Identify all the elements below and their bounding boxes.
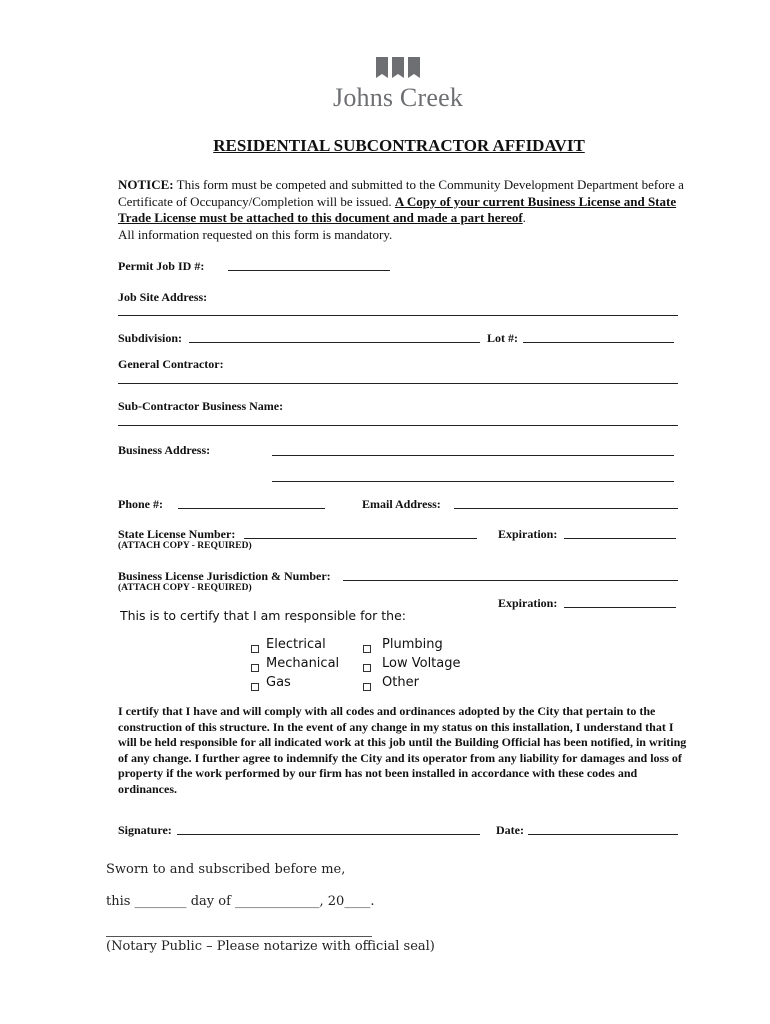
expiration-label: Expiration:	[498, 527, 558, 541]
mechanical-label: Mechanical	[266, 656, 340, 671]
notice-text: This form must be competed and submitted to the Community Development Department before a Certificate of Occupancy/Completion will be issued.	[118, 177, 684, 209]
johns-creek-logo-icon	[375, 57, 421, 81]
expiration-field-2[interactable]	[564, 607, 676, 608]
subdivision-label: Subdivision:	[118, 331, 183, 345]
plumbing-checkbox[interactable]	[363, 645, 371, 653]
business-address-label: Business Address:	[118, 443, 211, 457]
state-license-field[interactable]	[244, 538, 477, 539]
expiration-field[interactable]	[564, 538, 676, 539]
sub-contractor-name-label: Sub-Contractor Business Name:	[118, 399, 284, 413]
mechanical-checkbox[interactable]	[251, 664, 259, 672]
other-label: Other	[382, 675, 419, 690]
plumbing-label: Plumbing	[382, 637, 443, 652]
logo-text: Johns Creek	[333, 83, 464, 112]
certification-text: I certify that I have and will comply with all codes and ordinances adopted by the City that pertain to the construction of this structure. In the event of any change in my status on this installation, I understand that I will be held responsible for all indicated work at this job until the Building Official has been notified, in writing of any change. I further agree to indemnify the City and its operator from any liability for damages and loss of property if the work performed by our firm has not been installed in accordance with these codes and ordinances.	[118, 704, 687, 796]
subdivision-field[interactable]	[189, 342, 480, 343]
date-label: Date:	[496, 823, 524, 837]
notice-mandatory: All information requested on this form is mandatory.	[118, 226, 393, 242]
business-address-field-2[interactable]	[272, 481, 674, 482]
email-field[interactable]	[454, 508, 678, 509]
low-voltage-label: Low Voltage	[382, 656, 461, 671]
gas-checkbox[interactable]	[251, 683, 259, 691]
electrical-checkbox[interactable]	[251, 645, 259, 653]
notary-caption: (Notary Public – Please notarize with official seal)	[106, 939, 435, 954]
phone-label: Phone #:	[118, 497, 163, 511]
notice-underlined: A Copy of your current Business License and State Trade License must be attached to this document and made a part hereof	[118, 193, 677, 225]
low-voltage-checkbox[interactable]	[363, 664, 371, 672]
certify-heading: This is to certify that I am responsible for the:	[120, 608, 406, 623]
job-site-address-field[interactable]	[118, 315, 678, 316]
sub-contractor-name-field[interactable]	[118, 425, 678, 426]
lot-label: Lot #:	[487, 331, 518, 345]
sworn-text: Sworn to and subscribed before me,	[106, 862, 346, 877]
attach-copy-note: (ATTACH COPY - REQUIRED)	[118, 541, 252, 551]
notary-day-line[interactable]: this ________ day of _____________, 20____.	[106, 894, 375, 909]
expiration-label-2: Expiration:	[498, 596, 558, 610]
page-title: RESIDENTIAL SUBCONTRACTOR AFFIDAVIT	[213, 136, 585, 155]
state-license-label: State License Number:	[118, 527, 236, 541]
permit-job-id-field[interactable]	[228, 270, 390, 271]
notary-signature-line[interactable]	[106, 936, 372, 937]
signature-label: Signature:	[118, 823, 172, 837]
attach-copy-note-2: (ATTACH COPY - REQUIRED)	[118, 583, 252, 593]
general-contractor-label: General Contractor:	[118, 357, 224, 371]
notice-paragraph	[118, 177, 698, 243]
signature-field[interactable]	[177, 834, 480, 835]
phone-field[interactable]	[178, 508, 325, 509]
business-license-label: Business License Jurisdiction & Number:	[118, 569, 331, 583]
notice-label: NOTICE:	[118, 177, 174, 192]
lot-field[interactable]	[523, 342, 674, 343]
general-contractor-field[interactable]	[118, 383, 678, 384]
permit-job-id-label: Permit Job ID #:	[118, 259, 205, 273]
business-address-field-1[interactable]	[272, 455, 674, 456]
electrical-label: Electrical	[266, 637, 326, 652]
date-field[interactable]	[528, 834, 678, 835]
gas-label: Gas	[266, 675, 291, 690]
job-site-address-label: Job Site Address:	[118, 290, 208, 304]
email-label: Email Address:	[362, 497, 441, 511]
notice-period: .	[522, 210, 526, 225]
other-checkbox[interactable]	[363, 683, 371, 691]
business-license-field[interactable]	[343, 580, 678, 581]
